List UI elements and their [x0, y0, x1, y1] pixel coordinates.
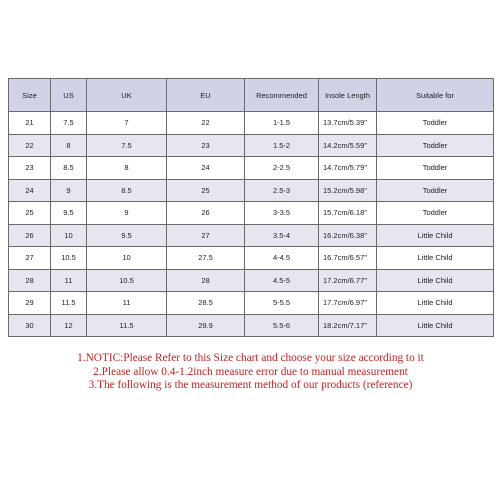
cell-recommended: 5-5.5 — [245, 292, 319, 315]
column-header-uk: UK — [87, 79, 167, 112]
cell-size: 22 — [9, 134, 51, 157]
cell-size: 25 — [9, 202, 51, 225]
cell-eu: 28 — [167, 269, 245, 292]
notice-line-3: 3.The following is the measurement method of our products (reference) — [88, 379, 413, 391]
cell-us: 11.5 — [51, 292, 87, 315]
table-row — [9, 157, 494, 180]
cell-uk: 8.5 — [87, 179, 167, 202]
cell-uk: 11 — [87, 292, 167, 315]
cell-insole-length: 18.2cm/7.17'' — [319, 314, 377, 337]
cell-suitable-for: Little Child — [377, 224, 494, 247]
cell-eu: 26 — [167, 202, 245, 225]
cell-insole-length: 16.2cm/6.38'' — [319, 224, 377, 247]
column-header-eu: EU — [167, 79, 245, 112]
cell-insole-length: 16.7cm/6.57'' — [319, 247, 377, 270]
table-body — [9, 112, 494, 337]
column-header-insole-length: Insole Length — [319, 79, 377, 112]
cell-eu: 25 — [167, 179, 245, 202]
cell-insole-length: 15.7cm/6.18'' — [319, 202, 377, 225]
cell-us: 9 — [51, 179, 87, 202]
table-header-row — [9, 79, 494, 112]
cell-size: 28 — [9, 269, 51, 292]
cell-suitable-for: Little Child — [377, 269, 494, 292]
cell-size: 23 — [9, 157, 51, 180]
notice-box — [8, 342, 493, 475]
cell-uk: 10 — [87, 247, 167, 270]
table-row — [9, 179, 494, 202]
column-header-us: US — [51, 79, 87, 112]
cell-suitable-for: Little Child — [377, 314, 494, 337]
cell-size: 27 — [9, 247, 51, 270]
cell-suitable-for: Toddler — [377, 202, 494, 225]
cell-uk: 9.5 — [87, 224, 167, 247]
column-header-size: Size — [9, 79, 51, 112]
cell-size: 21 — [9, 112, 51, 135]
cell-uk: 8 — [87, 157, 167, 180]
cell-eu: 28.5 — [167, 292, 245, 315]
cell-size: 26 — [9, 224, 51, 247]
cell-recommended: 5.5-6 — [245, 314, 319, 337]
cell-suitable-for: Toddler — [377, 112, 494, 135]
cell-size: 29 — [9, 292, 51, 315]
cell-recommended: 4-4.5 — [245, 247, 319, 270]
cell-eu: 29.9 — [167, 314, 245, 337]
cell-insole-length: 17.2cm/6.77'' — [319, 269, 377, 292]
cell-eu: 23 — [167, 134, 245, 157]
cell-suitable-for: Little Child — [377, 292, 494, 315]
cell-us: 10 — [51, 224, 87, 247]
cell-insole-length: 14.7cm/5.79'' — [319, 157, 377, 180]
cell-insole-length: 13.7cm/5.39'' — [319, 112, 377, 135]
cell-us: 8.5 — [51, 157, 87, 180]
cell-us: 7.5 — [51, 112, 87, 135]
cell-size: 24 — [9, 179, 51, 202]
cell-recommended: 1.5-2 — [245, 134, 319, 157]
cell-insole-length: 17.7cm/6.97'' — [319, 292, 377, 315]
cell-eu: 27.5 — [167, 247, 245, 270]
size-chart-table — [8, 78, 494, 337]
cell-suitable-for: Little Child — [377, 247, 494, 270]
cell-us: 9.5 — [51, 202, 87, 225]
cell-recommended: 1-1.5 — [245, 112, 319, 135]
cell-uk: 10.5 — [87, 269, 167, 292]
cell-suitable-for: Toddler — [377, 134, 494, 157]
cell-uk: 7.5 — [87, 134, 167, 157]
cell-recommended: 4.5-5 — [245, 269, 319, 292]
cell-suitable-for: Toddler — [377, 157, 494, 180]
table-row — [9, 112, 494, 135]
table-row — [9, 269, 494, 292]
cell-us: 8 — [51, 134, 87, 157]
cell-us: 11 — [51, 269, 87, 292]
cell-insole-length: 15.2cm/5.98'' — [319, 179, 377, 202]
column-header-suitable-for: Suitable for — [377, 79, 494, 112]
cell-eu: 24 — [167, 157, 245, 180]
table-row — [9, 134, 494, 157]
cell-uk: 7 — [87, 112, 167, 135]
cell-uk: 9 — [87, 202, 167, 225]
cell-suitable-for: Toddler — [377, 179, 494, 202]
cell-insole-length: 14.2cm/5.59'' — [319, 134, 377, 157]
cell-eu: 22 — [167, 112, 245, 135]
cell-recommended: 3.5-4 — [245, 224, 319, 247]
column-header-recommended: Recommended — [245, 79, 319, 112]
cell-recommended: 2-2.5 — [245, 157, 319, 180]
cell-recommended: 3-3.5 — [245, 202, 319, 225]
table-row — [9, 292, 494, 315]
table-row — [9, 224, 494, 247]
cell-eu: 27 — [167, 224, 245, 247]
notice-line-1: 1.NOTIC:Please Refer to this Size chart and choose your size according to it — [77, 352, 424, 364]
cell-uk: 11.5 — [87, 314, 167, 337]
notice-line-2: 2.Please allow 0.4-1.2inch measure error due to manual measurement — [93, 365, 408, 378]
cell-size: 30 — [9, 314, 51, 337]
table-row — [9, 202, 494, 225]
cell-us: 10.5 — [51, 247, 87, 270]
cell-recommended: 2.5-3 — [245, 179, 319, 202]
table-row — [9, 314, 494, 337]
cell-us: 12 — [51, 314, 87, 337]
table-row — [9, 247, 494, 270]
